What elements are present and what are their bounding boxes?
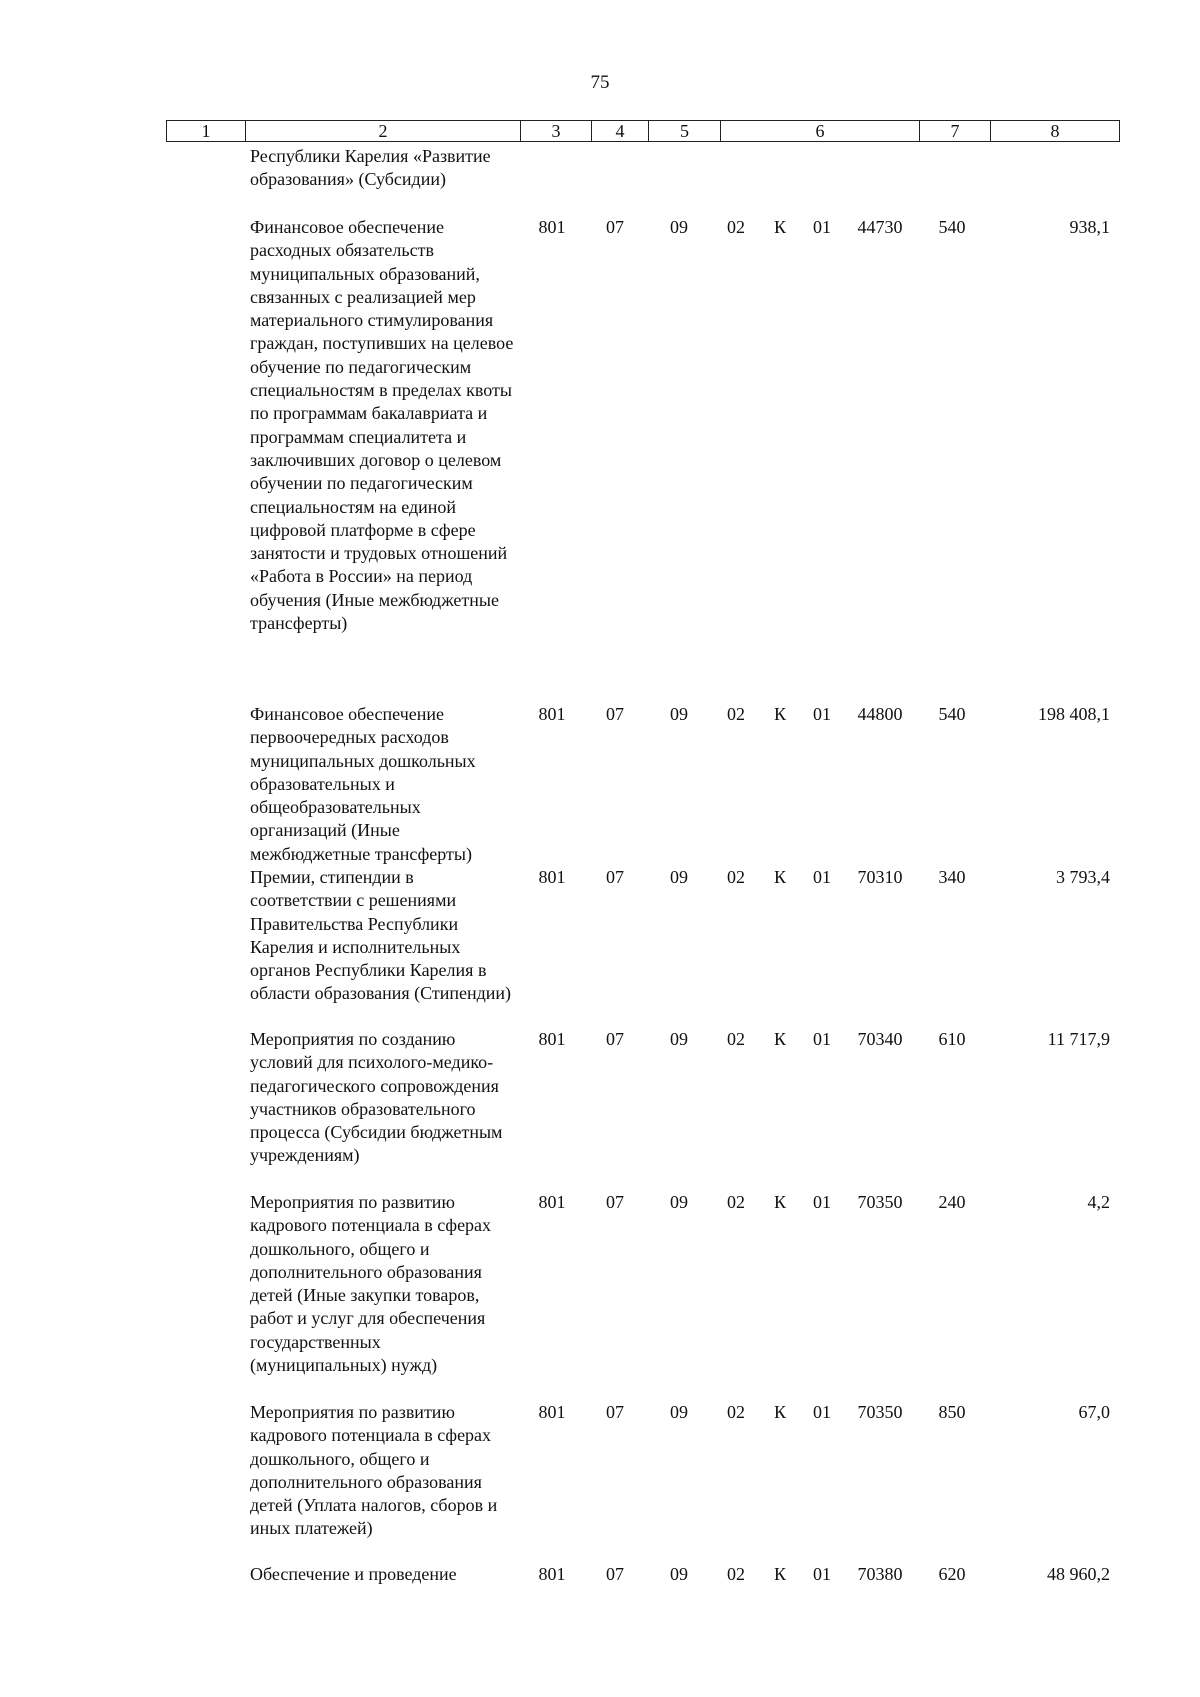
header-col-3: 3	[521, 121, 592, 141]
header-col-7: 7	[920, 121, 991, 141]
cell-subprogram: К	[773, 704, 786, 724]
cell-event: 01	[813, 704, 831, 724]
cell-admin: 801	[538, 1192, 566, 1212]
cell-amount: 48 960,2	[1047, 1564, 1110, 1584]
page-number: 75	[590, 72, 610, 93]
cell-event: 01	[813, 1402, 831, 1422]
cell-section: 07	[606, 1192, 624, 1212]
cell-subprogram: К	[773, 867, 786, 887]
header-col-8: 8	[1050, 121, 1060, 141]
cell-event: 01	[813, 217, 831, 237]
cell-amount: 67,0	[1078, 1402, 1110, 1422]
cell-section: 07	[606, 1402, 624, 1422]
cell-program: 02	[727, 1564, 745, 1584]
cell-expense-type: 610	[938, 1029, 966, 1049]
header-col-1: 1	[167, 121, 246, 141]
cell-section: 07	[606, 867, 624, 887]
cell-subsection: 09	[670, 1402, 688, 1422]
cell-direction: 70310	[857, 867, 903, 887]
cell-amount: 11 717,9	[1047, 1029, 1110, 1049]
cell-direction: 44730	[857, 217, 903, 237]
cell-expense-type: 540	[938, 704, 966, 724]
cell-admin: 801	[538, 867, 566, 887]
cell-expense-type: 240	[938, 1192, 966, 1212]
row-description: Обеспечение и проведение	[250, 1564, 457, 1584]
cell-program: 02	[727, 1402, 745, 1422]
cell-subprogram: К	[773, 1564, 786, 1584]
header-col-6: 6	[721, 121, 920, 141]
cell-admin: 801	[538, 1402, 566, 1422]
cell-direction: 44800	[857, 704, 903, 724]
cell-program: 02	[727, 867, 745, 887]
cell-event: 01	[813, 1192, 831, 1212]
header-col-2: 2	[246, 121, 521, 141]
row-description: Мероприятия по развитию кадрового потенциала в сферах дошкольного, общего и дополнительного образования детей (Иные закупки товаров, работ и услуг для обеспечения государственных (муниципальных) нужд)	[250, 1192, 492, 1376]
cell-amount: 198 408,1	[1038, 704, 1110, 724]
row-description: Мероприятия по созданию условий для психолого-медико-педагогического сопровождения участников образовательного процесса (Субсидии бюджетным учреждениям)	[250, 1029, 503, 1166]
cell-event: 01	[813, 1564, 831, 1584]
cell-section: 07	[606, 217, 624, 237]
cell-expense-type: 620	[938, 1564, 966, 1584]
cell-expense-type: 540	[938, 217, 966, 237]
cell-program: 02	[727, 217, 745, 237]
cell-section: 07	[606, 1564, 624, 1584]
cell-direction: 70350	[857, 1402, 903, 1422]
cell-subprogram: К	[773, 1029, 786, 1049]
cell-program: 02	[727, 704, 745, 724]
cell-subsection: 09	[670, 217, 688, 237]
row-description: Республики Карелия «Развитие образования» (Субсидии)	[250, 146, 491, 190]
row-description: Премии, стипендии в соответствии с решениями Правительства Республики Карелия и исполнительных органов Республики Карелия в области образования (Стипендии)	[250, 867, 512, 1004]
cell-program: 02	[727, 1029, 745, 1049]
cell-subsection: 09	[670, 1192, 688, 1212]
cell-subsection: 09	[670, 1029, 688, 1049]
cell-admin: 801	[538, 704, 566, 724]
cell-event: 01	[813, 867, 831, 887]
cell-admin: 801	[538, 217, 566, 237]
cell-subsection: 09	[670, 867, 688, 887]
cell-subprogram: К	[773, 1402, 786, 1422]
cell-subprogram: К	[773, 217, 786, 237]
cell-amount: 3 793,4	[1056, 867, 1110, 887]
cell-subprogram: К	[773, 1192, 786, 1212]
cell-direction: 70350	[857, 1192, 903, 1212]
cell-expense-type: 340	[938, 867, 966, 887]
row-description: Мероприятия по развитию кадрового потенциала в сферах дошкольного, общего и дополнительного образования детей (Уплата налогов, сборов и иных платежей)	[250, 1402, 498, 1539]
header-col-5: 5	[649, 121, 721, 141]
cell-direction: 70340	[857, 1029, 903, 1049]
cell-program: 02	[727, 1192, 745, 1212]
cell-subsection: 09	[670, 1564, 688, 1584]
cell-expense-type: 850	[938, 1402, 966, 1422]
cell-section: 07	[606, 704, 624, 724]
cell-admin: 801	[538, 1029, 566, 1049]
cell-amount: 4,2	[1087, 1192, 1110, 1212]
row-description: Финансовое обеспечение расходных обязательств муниципальных образований, связанных с реализацией мер материального стимулирования граждан, поступивших на целевое обучение по педагогическим специальностям в пределах квоты по программам бакалавриата и программам специалитета и заключивших договор о целевом обучении по педагогическим специальностям на единой цифровой платформе в сфере занятости и трудовых отношений «Работа в России» на период обучения (Иные межбюджетные трансферты)	[250, 217, 514, 634]
cell-amount: 938,1	[1069, 217, 1110, 237]
cell-event: 01	[813, 1029, 831, 1049]
row-description: Финансовое обеспечение первоочередных расходов муниципальных дошкольных образовательных и общеобразовательных организаций (Иные межбюджетные трансферты)	[250, 704, 476, 864]
table-header-row	[166, 120, 1120, 142]
cell-admin: 801	[538, 1564, 566, 1584]
cell-direction: 70380	[857, 1564, 903, 1584]
header-col-4: 4	[592, 121, 649, 141]
cell-subsection: 09	[670, 704, 688, 724]
cell-section: 07	[606, 1029, 624, 1049]
